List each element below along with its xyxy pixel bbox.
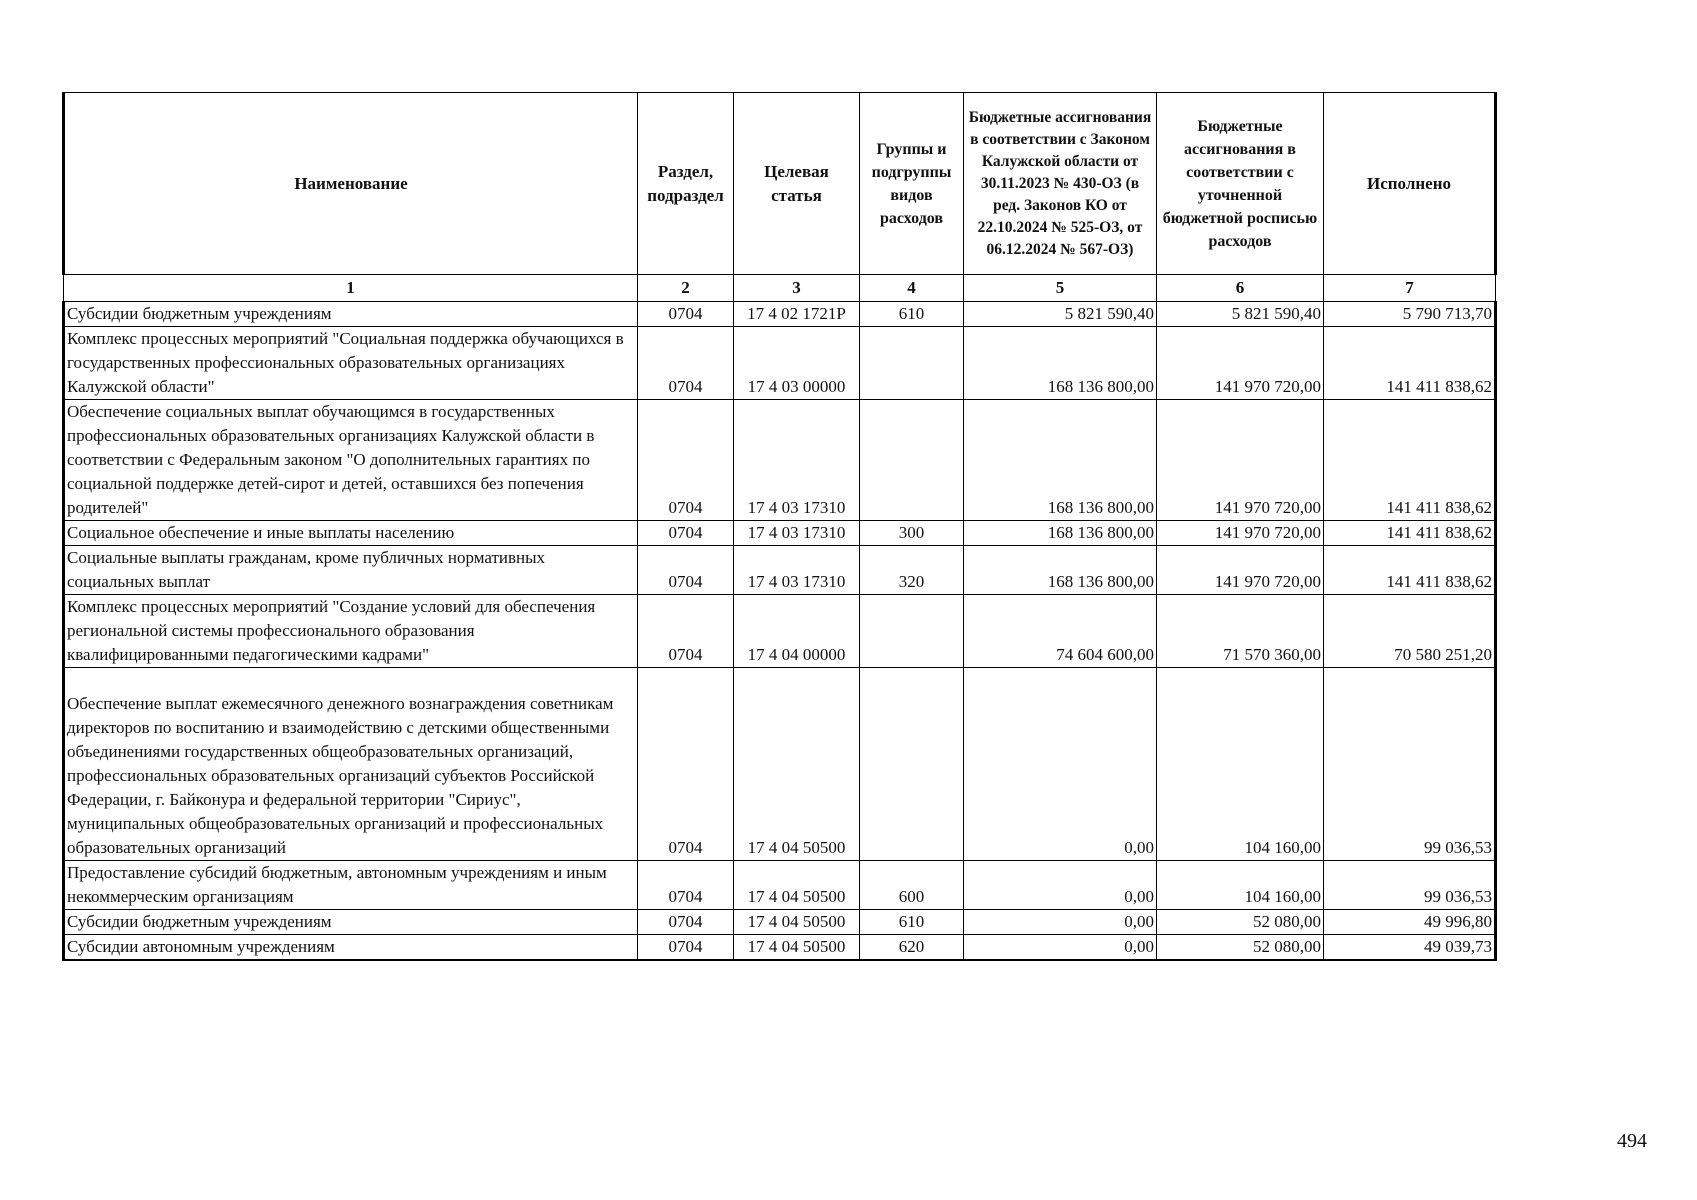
row-group (860, 400, 964, 521)
row-name: Обеспечение социальных выплат обучающимся в государственных профессиональных образовательных организациях Калужской области в соответствии с Федеральным законом "О дополнительных гарантиях по социальной поддержке детей-сирот и детей, оставшихся без попечения родителей" (64, 400, 638, 521)
row-name: Субсидии бюджетным учреждениям (64, 302, 638, 327)
row-target: 17 4 04 50500 (734, 935, 860, 961)
row-section: 0704 (638, 861, 734, 910)
row-section: 0704 (638, 302, 734, 327)
row-executed-amount: 5 790 713,70 (1324, 302, 1496, 327)
table-row (64, 910, 1496, 935)
row-refined-amount: 141 970 720,00 (1157, 546, 1324, 595)
row-group: 620 (860, 935, 964, 961)
table-row (64, 546, 1496, 595)
header-name: Наименование (64, 93, 638, 275)
row-target: 17 4 04 00000 (734, 595, 860, 668)
row-target: 17 4 03 17310 (734, 521, 860, 546)
column-number: 4 (860, 275, 964, 302)
row-target: 17 4 02 1721P (734, 302, 860, 327)
column-number: 3 (734, 275, 860, 302)
header-refined-allocation: Бюджетные ассигнования в соответствии с уточненной бюджетной росписью расходов (1157, 93, 1324, 275)
header-groups: Группы и подгруппы видов расходов (860, 93, 964, 275)
row-law-amount: 74 604 600,00 (964, 595, 1157, 668)
row-group: 600 (860, 861, 964, 910)
row-section: 0704 (638, 327, 734, 400)
row-refined-amount: 71 570 360,00 (1157, 595, 1324, 668)
row-name: Социальное обеспечение и иные выплаты населению (64, 521, 638, 546)
row-section: 0704 (638, 400, 734, 521)
row-refined-amount: 141 970 720,00 (1157, 521, 1324, 546)
row-executed-amount: 141 411 838,62 (1324, 521, 1496, 546)
row-law-amount: 168 136 800,00 (964, 327, 1157, 400)
row-group (860, 668, 964, 861)
row-group (860, 595, 964, 668)
row-target: 17 4 04 50500 (734, 861, 860, 910)
row-executed-amount: 49 996,80 (1324, 910, 1496, 935)
header-section: Раздел, подраздел (638, 93, 734, 275)
page-number: 494 (1617, 1130, 1647, 1152)
row-executed-amount: 99 036,53 (1324, 668, 1496, 861)
row-law-amount: 168 136 800,00 (964, 546, 1157, 595)
row-law-amount: 168 136 800,00 (964, 400, 1157, 521)
row-executed-amount: 141 411 838,62 (1324, 327, 1496, 400)
row-law-amount: 0,00 (964, 668, 1157, 861)
row-name: Предоставление субсидий бюджетным, автономным учреждениям и иным некоммерческим организациям (64, 861, 638, 910)
row-name: Субсидии бюджетным учреждениям (64, 910, 638, 935)
table-row (64, 400, 1496, 521)
row-refined-amount: 52 080,00 (1157, 935, 1324, 961)
row-executed-amount: 99 036,53 (1324, 861, 1496, 910)
row-section: 0704 (638, 595, 734, 668)
table-row (64, 595, 1496, 668)
row-law-amount: 168 136 800,00 (964, 521, 1157, 546)
row-law-amount: 5 821 590,40 (964, 302, 1157, 327)
row-name: Социальные выплаты гражданам, кроме публичных нормативных социальных выплат (64, 546, 638, 595)
row-group: 610 (860, 910, 964, 935)
row-refined-amount: 5 821 590,40 (1157, 302, 1324, 327)
column-number: 2 (638, 275, 734, 302)
row-section: 0704 (638, 935, 734, 961)
row-group: 300 (860, 521, 964, 546)
row-target: 17 4 04 50500 (734, 668, 860, 861)
table-row (64, 302, 1496, 327)
table-row (64, 327, 1496, 400)
row-executed-amount: 141 411 838,62 (1324, 546, 1496, 595)
column-number: 5 (964, 275, 1157, 302)
row-name: Субсидии автономным учреждениям (64, 935, 638, 961)
row-target: 17 4 03 17310 (734, 400, 860, 521)
column-number: 7 (1324, 275, 1496, 302)
row-section: 0704 (638, 521, 734, 546)
row-law-amount: 0,00 (964, 910, 1157, 935)
budget-sheet (62, 92, 1497, 961)
row-name: Комплекс процессных мероприятий "Социальная поддержка обучающихся в государственных профессиональных образовательных организациях Калужской области" (64, 327, 638, 400)
row-name: Обеспечение выплат ежемесячного денежного вознаграждения советникам директоров по воспитанию и взаимодействию с детскими общественными объединениями государственных общеобразовательных организаций, профессиональных образовательных организаций субъектов Российской Федерации, г. Байконура и федеральной территории "Сириус", муниципальных общеобразовательных организаций и профессиональных образовательных организаций (64, 668, 638, 861)
column-number: 6 (1157, 275, 1324, 302)
row-refined-amount: 141 970 720,00 (1157, 400, 1324, 521)
header-law-allocation: Бюджетные ассигнования в соответствии с Законом Калужской области от 30.11.2023 № 430-ОЗ (в ред. Законов КО от 22.10.2024 № 525-ОЗ, от 06.12.2024 № 567-ОЗ) (964, 93, 1157, 275)
row-refined-amount: 104 160,00 (1157, 861, 1324, 910)
row-target: 17 4 04 50500 (734, 910, 860, 935)
table-row (64, 668, 1496, 861)
row-group: 610 (860, 302, 964, 327)
row-target: 17 4 03 17310 (734, 546, 860, 595)
row-refined-amount: 52 080,00 (1157, 910, 1324, 935)
row-refined-amount: 141 970 720,00 (1157, 327, 1324, 400)
header-executed: Исполнено (1324, 93, 1496, 275)
row-group (860, 327, 964, 400)
row-law-amount: 0,00 (964, 861, 1157, 910)
row-refined-amount: 104 160,00 (1157, 668, 1324, 861)
header-row (64, 93, 1496, 275)
row-group: 320 (860, 546, 964, 595)
row-target: 17 4 03 00000 (734, 327, 860, 400)
row-section: 0704 (638, 910, 734, 935)
table-row (64, 935, 1496, 961)
table-row (64, 521, 1496, 546)
column-number: 1 (64, 275, 638, 302)
row-executed-amount: 70 580 251,20 (1324, 595, 1496, 668)
table-row (64, 861, 1496, 910)
row-executed-amount: 49 039,73 (1324, 935, 1496, 961)
column-number-row (64, 275, 1496, 302)
row-section: 0704 (638, 546, 734, 595)
row-executed-amount: 141 411 838,62 (1324, 400, 1496, 521)
row-section: 0704 (638, 668, 734, 861)
row-name: Комплекс процессных мероприятий "Создание условий для обеспечения региональной системы профессионального образования квалифицированными педагогическими кадрами" (64, 595, 638, 668)
row-law-amount: 0,00 (964, 935, 1157, 961)
header-target: Целевая статья (734, 93, 860, 275)
budget-table (62, 92, 1497, 961)
